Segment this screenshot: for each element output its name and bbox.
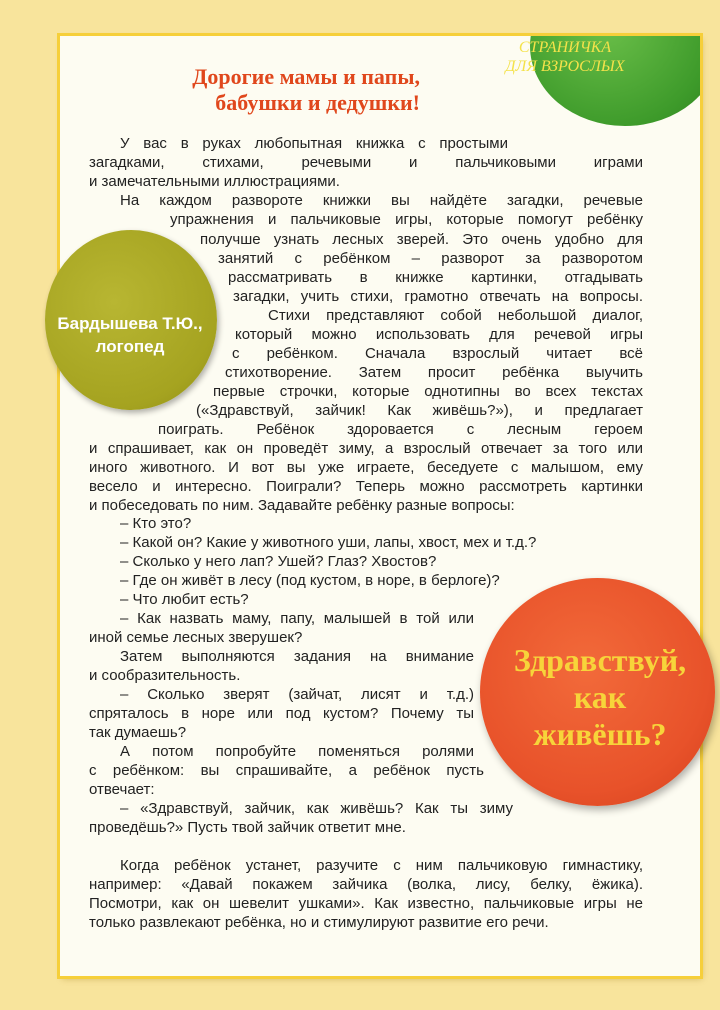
text-line: На каждом развороте книжки вы найдёте загадки, речевые xyxy=(120,192,643,209)
author-name: Бардышева Т.Ю., xyxy=(57,314,203,333)
text-line: только развлекают ребёнка, но и стимулируют развитие его речи. xyxy=(89,914,549,931)
text-line: так думаешь? xyxy=(89,724,187,741)
greeting-line: живёшь? xyxy=(533,716,667,752)
badge-line: ДЛЯ ВЗРОСЛЫХ xyxy=(505,58,625,75)
text-line: («Здравствуй, зайчик! Как живёшь?»), и предлагает xyxy=(196,402,643,419)
question-item: – Как назвать маму, папу, малышей в той или xyxy=(120,610,474,627)
title-line: Дорогие мамы и папы, xyxy=(192,64,420,89)
text-line: Посмотри, как он шевелит ушками». Как известно, пальчиковые игры не xyxy=(89,895,643,912)
badge-line: СТРАНИЧКА xyxy=(518,39,612,56)
text-line: первые строчки, которые однотипны во всех текстах xyxy=(213,383,643,400)
text-line: стихотворение. Затем просит ребёнка выучить xyxy=(225,364,643,381)
text-line: – Сколько зверят (зайчат, лисят и т.д.) xyxy=(120,686,474,703)
question-item: – Сколько у него лап? Ушей? Глаз? Хвостов? xyxy=(120,553,437,570)
text-line: У вас в руках любопытная книжка с простыми xyxy=(120,135,508,152)
text-line: например: «Давай покажем зайчика (волка, лису, белку, ёжика). xyxy=(89,876,643,893)
title-line: бабушки и дедушки! xyxy=(215,90,420,115)
text-line: иного животного. И вот вы уже играете, беседуете с малышом, ему xyxy=(89,459,643,476)
adult-page-badge xyxy=(490,38,640,76)
text-line: Затем выполняются задания на внимание xyxy=(120,648,474,665)
text-line: иной семье лесных зверушек? xyxy=(89,629,303,646)
greeting-line: как xyxy=(573,679,627,715)
page-title xyxy=(120,64,420,116)
text-line: спряталось в норе или под кустом? Почему ты xyxy=(89,705,474,722)
question-item: – Где он живёт в лесу (под кустом, в норе, в берлоге)? xyxy=(120,572,500,589)
question-item: – Что любит есть? xyxy=(120,591,249,608)
text-line: весело и интересно. Поиграли? Теперь можно рассмотреть картинки xyxy=(89,478,643,495)
text-line: загадки, учить стихи, грамотно отвечать на вопросы. xyxy=(233,288,643,305)
text-line: Стихи представляют собой небольшой диалог, xyxy=(268,307,643,324)
greeting-line: Здравствуй, xyxy=(513,642,687,678)
text-line: получше узнать лесных зверей. Это очень удобно для xyxy=(200,231,643,248)
text-line: рассматривать в книжке картинки, отгадывать xyxy=(228,269,643,286)
text-line: с ребёнком. Сначала взрослый читает всё xyxy=(232,345,643,362)
text-line: и сообразительность. xyxy=(89,667,241,684)
text-line: загадками, стихами, речевыми и пальчиковыми играми xyxy=(89,154,643,171)
author-role: логопед xyxy=(95,337,165,356)
text-line: с ребёнком: вы спрашивайте, а ребёнок пусть xyxy=(89,762,484,779)
text-line: и замечательными иллюстрациями. xyxy=(89,173,340,190)
text-line: и побеседовать по ним. Задавайте ребёнку разные вопросы: xyxy=(89,497,515,514)
question-item: – Какой он? Какие у животного уши, лапы, хвост, мех и т.д.? xyxy=(120,534,537,551)
question-item: – Кто это? xyxy=(120,515,192,532)
text-line: Когда ребёнок устанет, разучите с ним пальчиковую гимнастику, xyxy=(120,857,643,874)
text-line: отвечает: xyxy=(89,781,155,798)
text-line: проведёшь?» Пусть твой зайчик ответит мне. xyxy=(89,819,406,836)
text-line: занятий с ребёнком – разворот за разворотом xyxy=(218,250,643,267)
text-line: поиграть. Ребёнок здоровается с лесным героем xyxy=(158,421,643,438)
text-line: упражнения и пальчиковые игры, которые помогут ребёнку xyxy=(170,211,643,228)
text-line: А потом попробуйте поменяться ролями xyxy=(120,743,474,760)
author-label xyxy=(25,312,235,358)
text-line: который можно использовать для речевой игры xyxy=(235,326,643,343)
text-line: и спрашивает, как он проведёт зиму, а взрослый отвечает за того или xyxy=(89,440,643,457)
greeting-badge xyxy=(490,642,710,753)
text-line: – «Здравствуй, зайчик, как живёшь? Как ты зиму xyxy=(120,800,513,817)
